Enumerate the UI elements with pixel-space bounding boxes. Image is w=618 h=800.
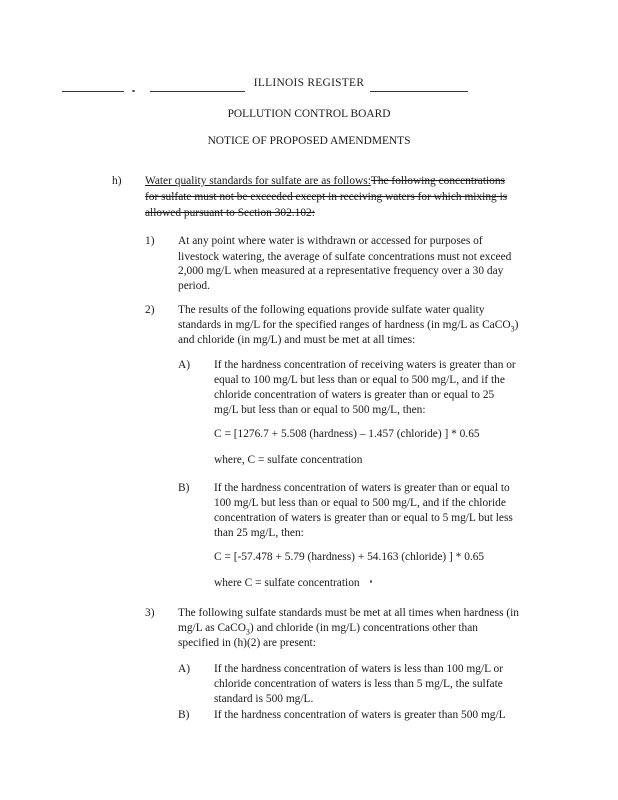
item-2A-line-3: chloride concentration of waters is greater than or equal to 25 xyxy=(214,389,495,401)
item-2B-equation: C = [-57.478 + 5.79 (hardness) + 54.163 (chloride) ] * 0.65 xyxy=(214,551,485,563)
item-2B-line-4: than 25 mg/L, then: xyxy=(214,527,304,539)
item-1-line-3: 2,000 mg/L when measured at a representative frequency over a 30 day xyxy=(178,265,504,277)
item-3-subscript: 3 xyxy=(245,627,250,637)
item-3-label: 3) xyxy=(145,607,155,619)
item-h-line-2: for sulfate must not be exceeded except in receiving waters for which mixing is xyxy=(145,191,508,203)
item-3-line-2-text: mg/L as CaCO xyxy=(178,622,246,634)
header-rule-mid xyxy=(150,91,245,92)
item-3B-line-1: If the hardness concentration of waters is greater than 500 mg/L xyxy=(214,709,506,721)
register-title: ILLINOIS REGISTER xyxy=(253,77,365,89)
item-2-subscript: 3 xyxy=(510,324,515,334)
item-2B-where: where C = sulfate concentration xyxy=(214,577,360,589)
item-2-line-1: The results of the following equations provide sulfate water quality xyxy=(178,304,485,316)
header-rule-left xyxy=(62,91,124,92)
item-3-line-2-rest: ) and chloride (in mg/L) concentrations other than xyxy=(249,622,478,634)
item-1-line-4: period. xyxy=(178,280,210,292)
item-3A-line-1: If the hardness concentration of waters is less than 100 mg/L or xyxy=(214,663,504,675)
item-2B-line-2: 100 mg/L but less than or equal to 500 mg/L, and if the chloride xyxy=(214,497,506,509)
notice-title: NOTICE OF PROPOSED AMENDMENTS xyxy=(207,135,411,147)
item-2-line-2-text: standards in mg/L for the specified ranges of hardness (in mg/L as CaCO xyxy=(178,319,511,331)
item-h-label: h) xyxy=(112,175,122,187)
item-3B-label: B) xyxy=(178,709,190,721)
item-2-line-2-close: ) xyxy=(514,319,519,331)
item-2-line-2 xyxy=(178,318,518,332)
item-2-label: 2) xyxy=(145,304,155,316)
item-2A-label: A) xyxy=(178,359,191,371)
item-3-line-2 xyxy=(178,621,478,635)
item-3-line-1: The following sulfate standards must be met at all times when hardness (in xyxy=(178,607,520,619)
item-3A-label: A) xyxy=(178,663,191,675)
item-2A-line-4: mg/L but less than or equal to 500 mg/L, then: xyxy=(214,404,426,416)
item-3-line-3: specified in (h)(2) are present: xyxy=(178,637,316,649)
item-1-line-2: livestock watering, the average of sulfate concentrations must not exceed xyxy=(178,251,512,263)
item-2A-equation: C = [1276.7 + 5.508 (hardness) – 1.457 (chloride) ] * 0.65 xyxy=(214,428,480,440)
item-2B-line-3: concentration of waters is greater than or equal to 5 mg/L but less xyxy=(214,512,513,524)
board-title: POLLUTION CONTROL BOARD xyxy=(227,108,391,120)
item-1-label: 1) xyxy=(145,235,155,247)
scan-speck xyxy=(132,90,135,92)
header-rule-right xyxy=(370,91,468,92)
item-3A-line-2: chloride concentration of waters is less than 5 mg/L, the sulfate xyxy=(214,678,503,690)
item-2A-line-2: equal to 100 mg/L but less than or equal to 500 mg/L, and if the xyxy=(214,374,505,386)
item-2A-line-1: If the hardness concentration of receiving waters is greater than or xyxy=(214,359,516,371)
item-1-line-1: At any point where water is withdrawn or accessed for purposes of xyxy=(178,235,483,247)
scan-speck xyxy=(370,580,372,583)
item-3A-line-3: standard is 500 mg/L. xyxy=(214,693,314,705)
item-h-line-3: allowed pursuant to Section 302.102: xyxy=(145,207,315,219)
item-2A-where: where, C = sulfate concentration xyxy=(214,454,363,466)
item-h-deleted-text: The following concentrations xyxy=(370,175,505,187)
item-2B-line-1: If the hardness concentration of waters is greater than or equal to xyxy=(214,482,510,494)
item-2B-label: B) xyxy=(178,482,190,494)
item-h-line-1 xyxy=(145,174,505,188)
item-2-line-3: and chloride (in mg/L) and must be met at all times: xyxy=(178,334,416,346)
item-h-added-text: Water quality standards for sulfate are as follows: xyxy=(145,175,371,187)
